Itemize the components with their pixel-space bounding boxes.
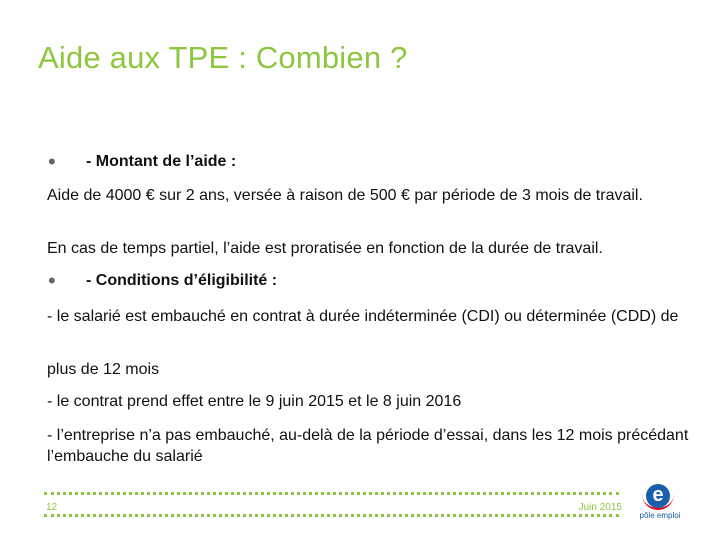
heading-conditions: - Conditions d’éligibilité :: [86, 272, 278, 289]
paragraph-montant: Aide de 4000 € sur 2 ans, versée à raison de 500 € par période de 3 mois de travail.: [47, 187, 643, 204]
page-number: 12: [46, 502, 58, 513]
footer-date: Juin 2015: [578, 502, 622, 513]
footer-divider-bottom: [44, 514, 619, 517]
paragraph-temps-partiel: En cas de temps partiel, l’aide est proratisée en fonction de la durée de travail.: [47, 240, 603, 257]
footer-divider-top: [44, 492, 619, 495]
bullet-dot: •: [48, 268, 56, 293]
slide-title: Aide aux TPE : Combien ?: [38, 40, 408, 75]
condition-duree: plus de 12 mois: [47, 361, 160, 378]
condition-contrat: - le salarié est embauché en contrat à durée indéterminée (CDI) ou déterminée (CDD) de: [47, 308, 679, 325]
heading-montant: - Montant de l’aide :: [86, 153, 237, 170]
logo-e-icon: e: [646, 484, 670, 508]
condition-embauche: - l’entreprise n’a pas embauché, au-delà de la période d’essai, dans les 12 mois précédant l’embauche du salarié: [47, 427, 689, 465]
logo-text: pôle emploi: [639, 511, 681, 520]
pole-emploi-logo: [636, 484, 684, 524]
bullet-dot: •: [48, 149, 56, 174]
condition-dates: - le contrat prend effet entre le 9 juin 2015 et le 8 juin 2016: [47, 393, 462, 410]
